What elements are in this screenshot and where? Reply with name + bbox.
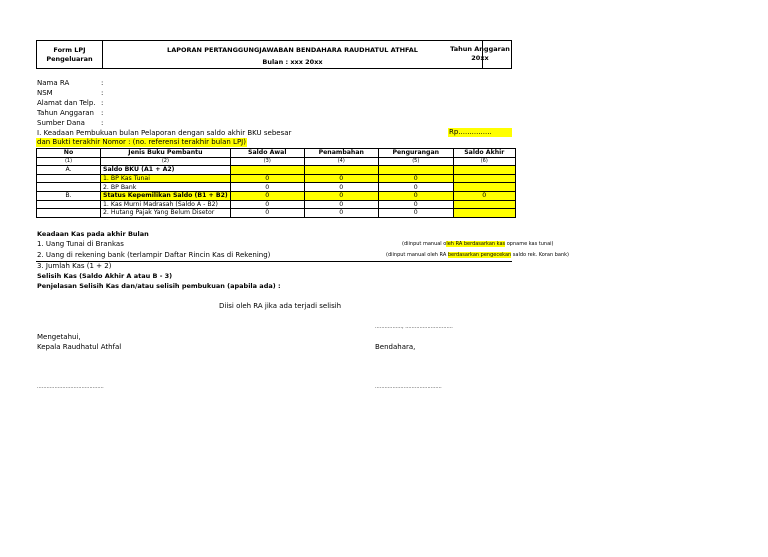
cell-pengurangan: 0 [378, 200, 453, 209]
kas-item-2: 2. Uang di rekening bank (terlampir Daftar Rincin Kas di Rekening) [37, 251, 271, 259]
cell-saldo-akhir [453, 200, 515, 209]
cell-saldo-awal: 0 [230, 191, 304, 200]
cell-saldo-akhir [453, 166, 515, 175]
col-header-saldo-akhir: Saldo Akhir [453, 149, 515, 158]
cell-saldo-akhir: 0 [453, 191, 515, 200]
signature-line-right: .......................................... [375, 384, 442, 390]
report-month: Bulan : xxx 20xx [262, 58, 323, 66]
cell-saldo-akhir [453, 209, 515, 218]
cell-pengurangan: 0 [378, 209, 453, 218]
col-header-no: No [37, 149, 101, 158]
row-no [37, 183, 101, 192]
report-header [36, 40, 512, 69]
row-name: 2. Hutang Pajak Yang Belum Disetor [101, 209, 231, 218]
field-label-nsm: NSM [37, 89, 53, 97]
row-no: B. [37, 191, 101, 200]
form-label-2: Pengeluaran [46, 55, 93, 63]
row-no [37, 209, 101, 218]
col-header-jenis: Jenis Buku Pembantu [101, 149, 231, 158]
form-label-cell [37, 41, 103, 68]
table-row [37, 174, 516, 183]
table-row [37, 191, 516, 200]
section-1-text: I. Keadaan Pembukuan bulan Pelaporan dengan saldo akhir BKU sebesar [37, 129, 292, 137]
page-title: LAPORAN PERTANGGUNGJAWABAN BENDAHARA RAUDHATUL ATHFAL [167, 46, 418, 54]
cell-penambahan: 0 [304, 174, 378, 183]
field-sep: : [101, 79, 104, 87]
cell-penambahan: 0 [304, 183, 378, 192]
row-name: 1. BP Kas Tunai [101, 174, 231, 183]
cell-pengurangan [378, 166, 453, 175]
field-sep: : [101, 119, 104, 127]
signature-line-left: .......................................... [37, 384, 104, 390]
cell-pengurangan: 0 [378, 183, 453, 192]
col-number: (4) [304, 157, 378, 166]
kas-item-3: 3. Jumlah Kas (1 + 2) [37, 262, 112, 270]
field-sep: : [101, 89, 104, 97]
col-number: (6) [453, 157, 515, 166]
row-no [37, 200, 101, 209]
col-header-pengurangan: Pengurangan [378, 149, 453, 158]
rp-value: Rp............... [448, 128, 512, 137]
row-name: Status Kepemilikan Saldo (B1 + B2) [101, 191, 231, 200]
penjelasan-selisih: Penjelasan Selisih Kas dan/atau selisih pembukuan (apabila ada) : [37, 282, 281, 290]
field-sep: : [101, 99, 104, 107]
diisi-note: Diisi oleh RA jika ada terjadi selisih [219, 302, 342, 310]
field-label-nama: Nama RA [37, 79, 70, 87]
kepala-label: Kepala Raudhatul Athfal [37, 343, 122, 351]
year-label: Tahun Anggaran [450, 45, 510, 53]
bendahara-label: Bendahara, [375, 343, 416, 351]
cell-saldo-awal: 0 [230, 209, 304, 218]
kas-title: Keadaan Kas pada akhir Bulan [37, 230, 149, 238]
cell-pengurangan: 0 [378, 191, 453, 200]
field-sep: : [101, 109, 104, 117]
cell-penambahan [304, 166, 378, 175]
col-number: (2) [101, 157, 231, 166]
year-value: 20xx [471, 54, 489, 62]
col-number: (5) [378, 157, 453, 166]
col-number: (3) [230, 157, 304, 166]
col-number: (1) [37, 157, 101, 166]
cell-penambahan: 0 [304, 191, 378, 200]
cell-penambahan: 0 [304, 200, 378, 209]
bukti-text: dan Bukti terakhir Nomor : (no. referensi terakhir bulan LPJ) [37, 138, 246, 146]
table-row [37, 183, 516, 192]
cell-saldo-awal: 0 [230, 183, 304, 192]
table-row [37, 209, 516, 218]
row-name: 2. BP Bank [101, 183, 231, 192]
field-label-tahun: Tahun Anggaran [37, 109, 94, 117]
cell-saldo-awal: 0 [230, 174, 304, 183]
col-header-saldo-awal: Saldo Awal [230, 149, 304, 158]
field-label-sumber: Sumber Dana [37, 119, 85, 127]
cell-pengurangan: 0 [378, 174, 453, 183]
table-header-row [37, 149, 516, 158]
cell-saldo-awal [230, 166, 304, 175]
cell-saldo-akhir [453, 174, 515, 183]
row-no [37, 174, 101, 183]
form-label-1: Form LPJ [53, 46, 86, 54]
cell-saldo-awal: 0 [230, 200, 304, 209]
selisih-kas: Selisih Kas (Saldo Akhir A atau B - 3) [37, 272, 173, 280]
row-name: Saldo BKU (A1 + A2) [101, 166, 231, 175]
table-colnum-row [37, 157, 516, 166]
col-header-penambahan: Penambahan [304, 149, 378, 158]
kas-item-1: 1. Uang Tunai di Brankas [37, 240, 124, 248]
row-no: A. [37, 166, 101, 175]
cell-saldo-akhir [453, 183, 515, 192]
kas-note-2: (diinput manual oleh RA berdasarkan pengecekan saldo rek. Koran bank) [386, 252, 569, 258]
field-label-alamat: Alamat dan Telp. [37, 99, 96, 107]
buku-pembantu-table [36, 148, 516, 218]
row-name: 1. Kas Murni Madrasah (Saldo A - B2) [101, 200, 231, 209]
cell-penambahan: 0 [304, 209, 378, 218]
kas-note-1: (diinput manual oleh RA berdasarkan kas opname kas tunai) [402, 241, 554, 247]
table-row [37, 200, 516, 209]
mengetahui: Mengetahui, [37, 333, 81, 341]
date-place-line: ................., .............................. [375, 324, 453, 330]
table-row [37, 166, 516, 175]
title-cell [103, 41, 483, 68]
